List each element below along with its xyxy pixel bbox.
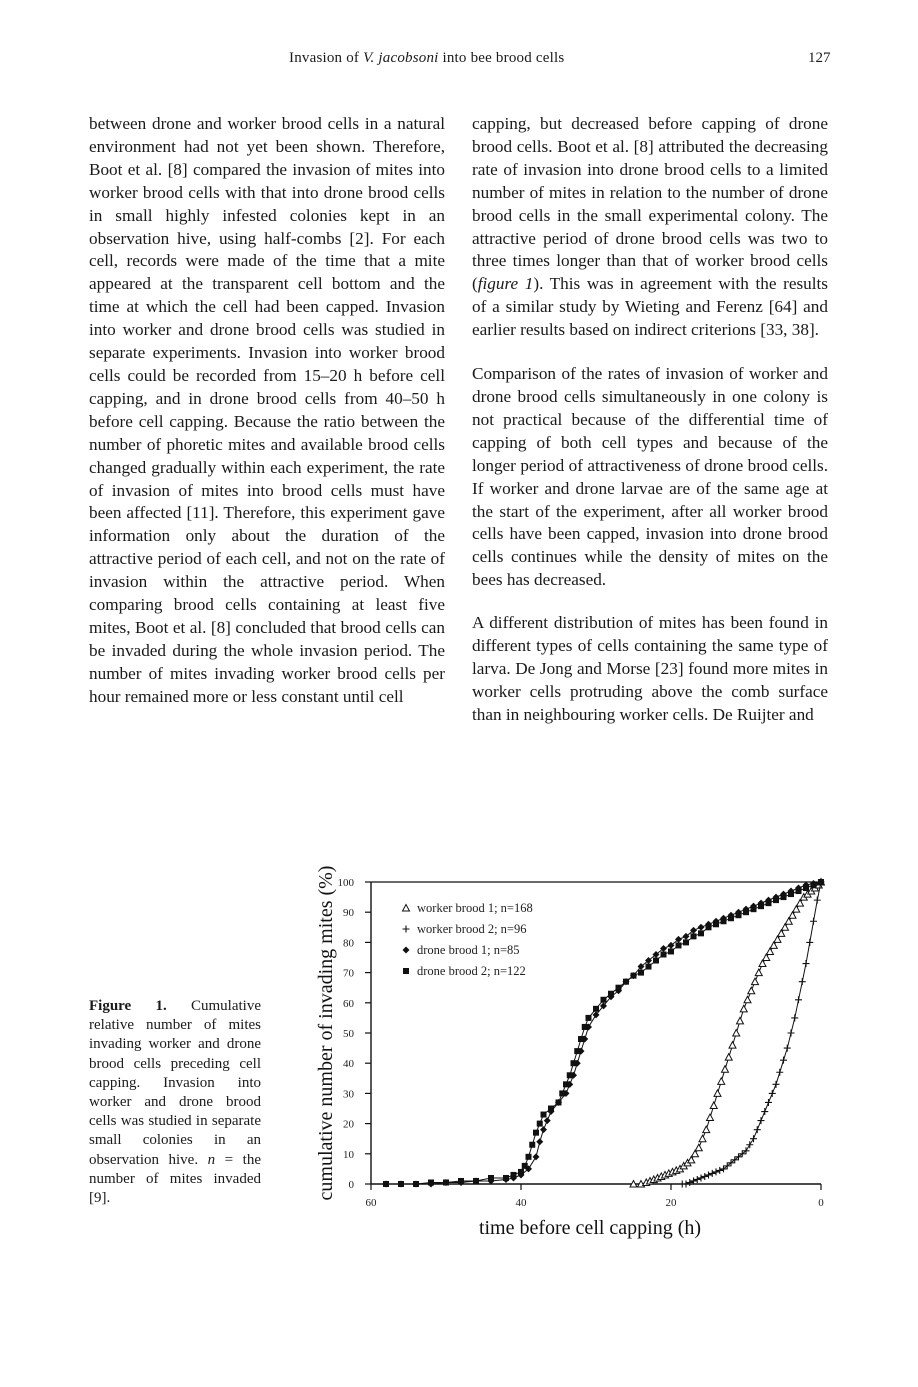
data-point-square	[593, 1006, 599, 1012]
figure-label: Figure 1.	[89, 998, 167, 1014]
data-point-square	[691, 933, 697, 939]
data-point-triangle	[688, 1156, 695, 1163]
data-point-square	[518, 1169, 524, 1175]
left-paragraph-1: between drone and worker brood cells in a natural environment had not yet been shown. Therefore, Boot et al. [8] compared the invasion of mites into worker brood cells with that into drone brood cells in small highly infested colonies kept in an observation hive, using half-combs [2]. For each cell, records were made of the time that a mite appeared at the transparent cell bottom and the time at which the cell had been capped. Invasion into worker and drone brood cells was studied in separate experiments. Invasion into worker brood cells could be recorded from 15–20 h before cell capping, and in drone brood cells from 40–50 h before cell capping. Because the ratio between the number of phoretic mites and available brood cells changed gradually within each experiment, the rate of invasion of mites into brood cells must have been affected [11]. Therefore, this experiment gave information only about the duration of the attractive period of each cell, and not on the rate of invasion within the attractive period. When comparing brood cells containing at least five mites, Boot et al. [8] concluded that brood cells can be invaded during the whole invasion period. The number of mites invading worker brood cells per hour remained more or less constant until cell	[89, 114, 445, 706]
data-point-square	[638, 970, 644, 976]
y-tick-label: 10	[343, 1148, 354, 1161]
data-point-triangle	[785, 918, 792, 925]
data-point-square	[766, 900, 772, 906]
data-point-square	[721, 918, 727, 924]
x-tick-label: 0	[818, 1197, 824, 1209]
data-point-plus	[758, 1117, 765, 1124]
data-point-square	[706, 924, 712, 930]
running-title-prefix: Invasion of	[289, 50, 364, 66]
data-point-square	[781, 894, 787, 900]
data-point-square	[511, 1172, 517, 1178]
data-point-square	[533, 1130, 539, 1136]
data-point-plus	[773, 1081, 780, 1088]
data-point-triangle	[733, 1030, 740, 1037]
data-point-plus	[780, 1057, 787, 1064]
data-point-plus	[709, 1170, 716, 1177]
data-point-square	[631, 973, 637, 979]
data-point-plus	[765, 1099, 772, 1106]
data-point-square	[758, 903, 764, 909]
caption-text: Cumulative relative number of mites invading worker and drone brood cells preceding cell capping. Invasion into worker and drone brood cells was studied in separate small colonies in an observation hive.	[89, 998, 261, 1168]
data-point-triangle	[767, 948, 774, 955]
y-tick-label: 20	[343, 1118, 354, 1131]
data-point-square	[661, 951, 667, 957]
data-point-square	[488, 1175, 494, 1181]
data-point-square	[473, 1178, 479, 1184]
caption-text-end: = the number of mites invaded [9].	[89, 1151, 261, 1207]
data-point-plus	[713, 1168, 720, 1175]
data-point-plus	[403, 926, 410, 933]
right-p1-after: ). This was in agreement with the results of a similar study by Wieting and Ferenz [64] and earlier results based on indirect criterions [33, 38].	[472, 274, 828, 340]
data-point-square	[556, 1099, 562, 1105]
legend-entry: drone brood 2; n=122	[417, 964, 526, 978]
data-point-plus	[716, 1167, 723, 1174]
y-tick-label: 30	[343, 1088, 354, 1101]
data-point-triangle	[797, 900, 804, 907]
y-tick-label: 50	[343, 1028, 354, 1040]
data-point-square	[646, 964, 652, 970]
x-tick-label: 40	[515, 1197, 527, 1209]
data-point-square	[529, 1142, 535, 1148]
data-point-square	[751, 906, 757, 912]
data-point-square	[743, 909, 749, 915]
right-column	[472, 113, 828, 727]
chart-legend	[403, 901, 533, 978]
y-tick-label: 100	[337, 877, 354, 889]
data-point-square	[676, 942, 682, 948]
y-tick-label: 60	[343, 997, 354, 1010]
data-point-square	[403, 968, 409, 974]
data-point-triangle	[729, 1042, 736, 1049]
left-column	[89, 113, 445, 709]
data-point-square	[578, 1036, 584, 1042]
y-axis-label: cumulative number of invading mites (%)	[315, 865, 337, 1201]
data-point-triangle	[403, 905, 410, 912]
data-point-square	[428, 1179, 434, 1185]
x-axis-ticks	[366, 1184, 825, 1209]
data-point-square	[398, 1181, 404, 1187]
data-point-plus	[683, 1181, 690, 1188]
data-point-triangle	[793, 906, 800, 913]
running-header	[0, 50, 918, 74]
data-point-square	[567, 1072, 573, 1078]
data-point-square	[601, 997, 607, 1003]
data-point-plus	[784, 1045, 791, 1052]
data-point-square	[818, 879, 824, 885]
data-point-plus	[705, 1171, 712, 1178]
data-point-diamond	[698, 924, 705, 931]
data-point-triangle	[755, 969, 762, 976]
data-point-triangle	[740, 1005, 747, 1012]
data-point-square	[522, 1163, 528, 1169]
data-point-plus	[769, 1090, 776, 1097]
data-point-square	[728, 915, 734, 921]
data-point-triangle	[744, 996, 751, 1003]
data-point-triangle	[718, 1078, 725, 1085]
data-point-diamond	[536, 1138, 543, 1145]
data-point-diamond	[533, 1153, 540, 1160]
data-point-square	[796, 888, 802, 894]
x-axis-label: time before cell capping (h)	[478, 1217, 702, 1239]
running-title	[289, 50, 564, 67]
data-point-plus	[761, 1108, 768, 1115]
data-point-triangle	[752, 978, 759, 985]
data-point-triangle	[748, 987, 755, 994]
y-tick-label: 90	[343, 907, 354, 920]
data-point-square	[582, 1024, 588, 1030]
y-axis-ticks	[338, 877, 372, 1191]
data-point-square	[559, 1090, 565, 1096]
data-point-square	[803, 885, 809, 891]
data-point-square	[773, 897, 779, 903]
right-p1-before: capping, but decreased before capping of drone brood cells. Boot et al. [8] attributed the decreasing rate of invasion into drone brood cells to a limited number of mites in relation to the number of drone brood cells in the small experimental colony. The attractive period of drone brood cells was two to three times longer than that of worker brood cells (	[472, 114, 828, 294]
data-point-triangle	[710, 1102, 717, 1109]
data-point-plus	[754, 1126, 761, 1133]
data-point-square	[571, 1060, 577, 1066]
data-point-square	[811, 882, 817, 888]
y-tick-label: 80	[343, 937, 354, 950]
data-point-plus	[806, 939, 813, 946]
data-point-triangle	[699, 1135, 706, 1142]
data-point-square	[537, 1121, 543, 1127]
data-point-triangle	[778, 930, 785, 937]
data-point-triangle	[789, 912, 796, 919]
y-tick-label: 40	[343, 1058, 354, 1071]
data-point-square	[443, 1179, 449, 1185]
data-point-triangle	[692, 1150, 699, 1157]
figure-reference: figure 1	[477, 274, 534, 294]
data-point-triangle	[725, 1054, 732, 1061]
data-point-triangle	[695, 1144, 702, 1151]
y-tick-label: 0	[348, 1179, 354, 1191]
data-point-plus	[803, 960, 810, 967]
data-point-triangle	[774, 936, 781, 943]
data-point-plus	[795, 996, 802, 1003]
data-point-square	[458, 1178, 464, 1184]
data-point-plus	[799, 978, 806, 985]
data-point-plus	[776, 1069, 783, 1076]
data-point-square	[586, 1015, 592, 1021]
right-paragraph-1	[472, 113, 828, 342]
legend-entry: drone brood 1; n=85	[417, 943, 520, 957]
data-point-triangle	[737, 1017, 744, 1024]
data-point-square	[623, 979, 629, 985]
page-number: 127	[808, 50, 831, 66]
data-point-triangle	[703, 1126, 710, 1133]
data-point-plus	[750, 1135, 757, 1142]
data-point-triangle	[770, 942, 777, 949]
data-point-square	[788, 891, 794, 897]
data-point-plus	[694, 1176, 701, 1183]
caption-n-symbol: n	[207, 1151, 216, 1168]
data-point-plus	[810, 918, 817, 925]
series-1	[630, 879, 825, 1188]
data-point-diamond	[544, 1117, 551, 1124]
data-point-diamond	[403, 947, 410, 954]
y-tick-label: 70	[343, 967, 354, 980]
figure-1-chart	[300, 840, 840, 1250]
figure-caption	[89, 997, 261, 1208]
data-point-square	[563, 1081, 569, 1087]
data-point-square	[653, 958, 659, 964]
data-point-plus	[686, 1179, 693, 1186]
data-point-plus	[698, 1174, 705, 1181]
data-point-square	[503, 1175, 509, 1181]
data-point-square	[683, 939, 689, 945]
data-point-plus	[791, 1014, 798, 1021]
legend-entry: worker brood 1; n=168	[417, 901, 533, 915]
data-point-square	[541, 1112, 547, 1118]
data-point-diamond	[540, 1126, 547, 1133]
data-point-triangle	[763, 954, 770, 961]
legend-entry: worker brood 2; n=96	[417, 922, 527, 936]
right-paragraph-2: Comparison of the rates of invasion of worker and drone brood cells simultaneously in one colony is not practical because of the differential time of capping of both cell types and because of the longer period of attractiveness of drone brood cells. If worker and drone larvae are of the same age at the start of the experiment, after all worker brood cells have been capped, invasion into drone brood cells continues while the density of mites on the bees has decreased.	[472, 364, 828, 590]
data-point-square	[526, 1154, 532, 1160]
data-point-plus	[701, 1173, 708, 1180]
running-title-species: V. jacobsoni	[363, 50, 439, 66]
running-title-suffix: into bee brood cells	[438, 50, 565, 66]
data-point-square	[608, 991, 614, 997]
data-point-square	[616, 985, 622, 991]
data-point-plus	[746, 1141, 753, 1148]
data-point-triangle	[782, 924, 789, 931]
data-point-triangle	[759, 960, 766, 967]
data-point-square	[698, 930, 704, 936]
data-point-square	[668, 948, 674, 954]
data-point-plus	[788, 1030, 795, 1037]
data-point-triangle	[722, 1066, 729, 1073]
data-point-plus	[814, 897, 821, 904]
right-paragraph-3: A different distribution of mites has been found in different types of cells containing the same type of larva. De Jong and Morse [23] found more mites in worker cells protruding above the comb surface than in neighbouring worker cells. De Ruijter and	[472, 613, 828, 724]
data-point-square	[574, 1048, 580, 1054]
data-point-triangle	[707, 1114, 714, 1121]
x-tick-label: 60	[365, 1197, 377, 1209]
x-tick-label: 20	[665, 1197, 677, 1209]
data-point-square	[413, 1181, 419, 1187]
data-point-square	[383, 1181, 389, 1187]
data-point-square	[736, 912, 742, 918]
data-point-triangle	[714, 1090, 721, 1097]
data-point-square	[713, 921, 719, 927]
data-point-square	[548, 1106, 554, 1112]
